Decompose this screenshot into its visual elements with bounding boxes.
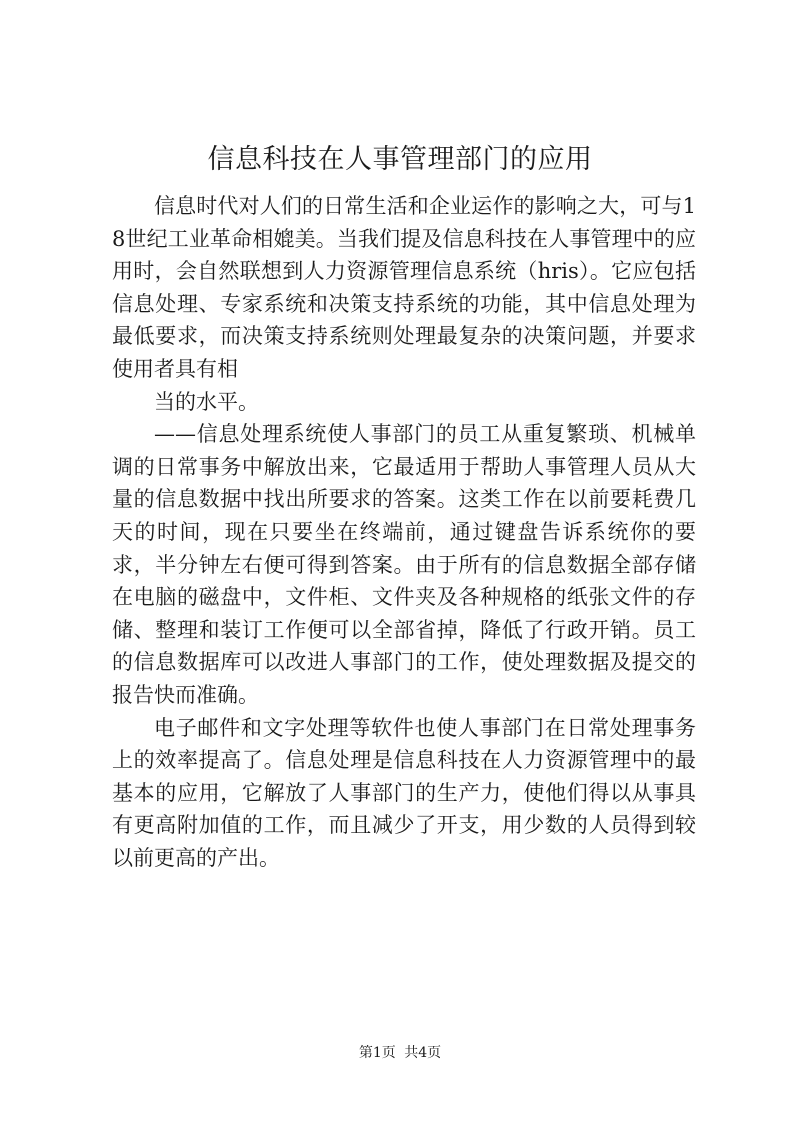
paragraph-4: 电子邮件和文字处理等软件也使人事部门在日常处理事务上的效率提高了。信息处理是信息科技在人力资源管理中的最基本的应用，它解放了人事部门的生产力，使他们得以从事具有更高附加值的工作，而且减少了开支，用少数的人员得到较以前更高的产出。 [112, 715, 696, 870]
paragraph-2: 当的水平。 [154, 389, 259, 414]
page-total: 共4页 [404, 1045, 442, 1061]
page-number: 第1页 [358, 1045, 396, 1061]
document-body [112, 190, 696, 874]
document-title: 信息科技在人事管理部门的应用 [207, 144, 593, 175]
page-footer [0, 1043, 800, 1063]
paragraph-1: 信息时代对人们的日常生活和企业运作的影响之大，可与18世纪工业革命相媲美。当我们提及信息科技在人事管理中的应用时，会自然联想到人力资源管理信息系统（hris）。它应包括信息处理、专家系统和决策支持系统的功能，其中信息处理为最低要求，而决策支持系统则处理最复杂的决策问题，并要求使用者具有相 [112, 194, 696, 381]
paragraph-3: ——信息处理系统使人事部门的员工从重复繁琐、机械单调的日常事务中解放出来，它最适用于帮助人事管理人员从大量的信息数据中找出所要求的答案。这类工作在以前要耗费几天的时间，现在只要坐在终端前，通过键盘告诉系统你的要求，半分钟左右便可得到答案。由于所有的信息数据全部存储在电脑的磁盘中，文件柜、文件夹及各种规格的纸张文件的存储、整理和装订工作便可以全部省掉，降低了行政开销。员工的信息数据库可以改进人事部门的工作，使处理数据及提交的报告快而准确。 [112, 422, 696, 707]
